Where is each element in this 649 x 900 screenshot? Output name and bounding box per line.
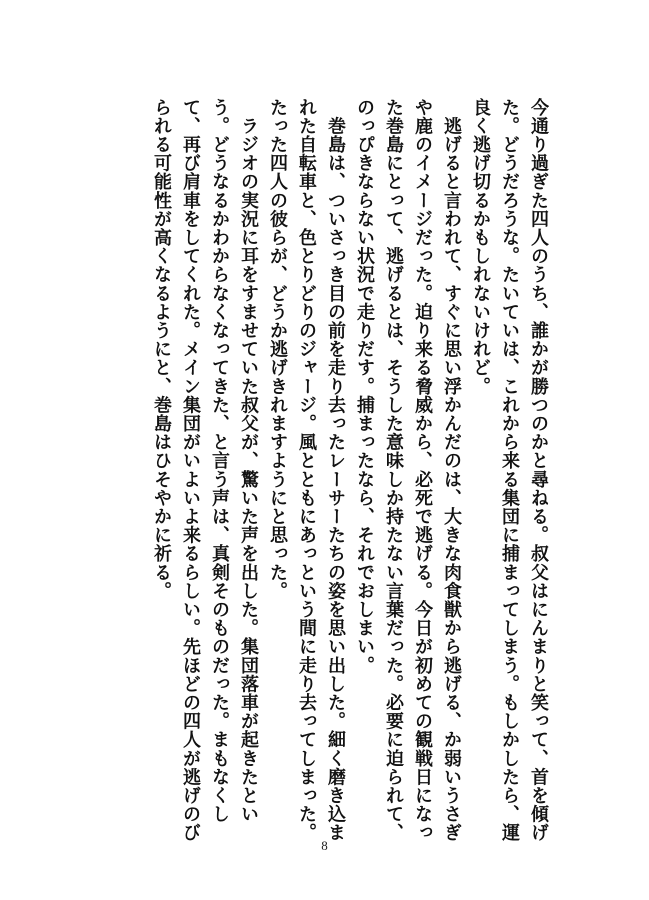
page-number: 8 xyxy=(321,838,328,853)
paragraph-4: ラジオの実況に耳をすませていた叔父が、驚いた声を出した。集団落車が起きたという。どうなるかわからなくなってきた、と言う声は、真剣そのものだった。まもなくして、再び肩車をしてくれた。メイン集団がいよいよ来るらしい。先ほどの四人が逃げのびられる可能性が高くなるようにと、巻島はひそやかに祈る。 xyxy=(151,98,259,842)
paragraph-2: 逃げると言われて、すぐに思い浮かんだのは、大きな肉食獣から逃げる、か弱いうさぎや鹿のイメージだった。迫り来る脅威から、必死で逃げる。今日が初めての観戦日になった巻島にとって、逃げるとは、そうした意味しか持たない言葉だった。必要に迫られて、のっぴきならない状況で走りだす。捕まったなら、それでおしまい。 xyxy=(354,98,462,842)
paragraph-1: 今通り過ぎた四人のうち、誰かが勝つのかと尋ねる。叔父はにんまりと笑って、首を傾げた。どうだろうな。たいていは、これから来る集団に捕まってしまう。もしかしたら、運良く逃げ切るかもしれないけれど。 xyxy=(470,98,549,842)
vertical-text-body xyxy=(83,98,553,858)
paragraph-3: 巻島は、ついさっき目の前を走り去ったレーサーたちの姿を思い出した。細く磨き込まれた自転車と、色とりどりのジャージ。風とともにあっという間に走り去ってしまった。たった四人の彼らが、どうか逃げきれますようにと思った。 xyxy=(267,98,346,842)
